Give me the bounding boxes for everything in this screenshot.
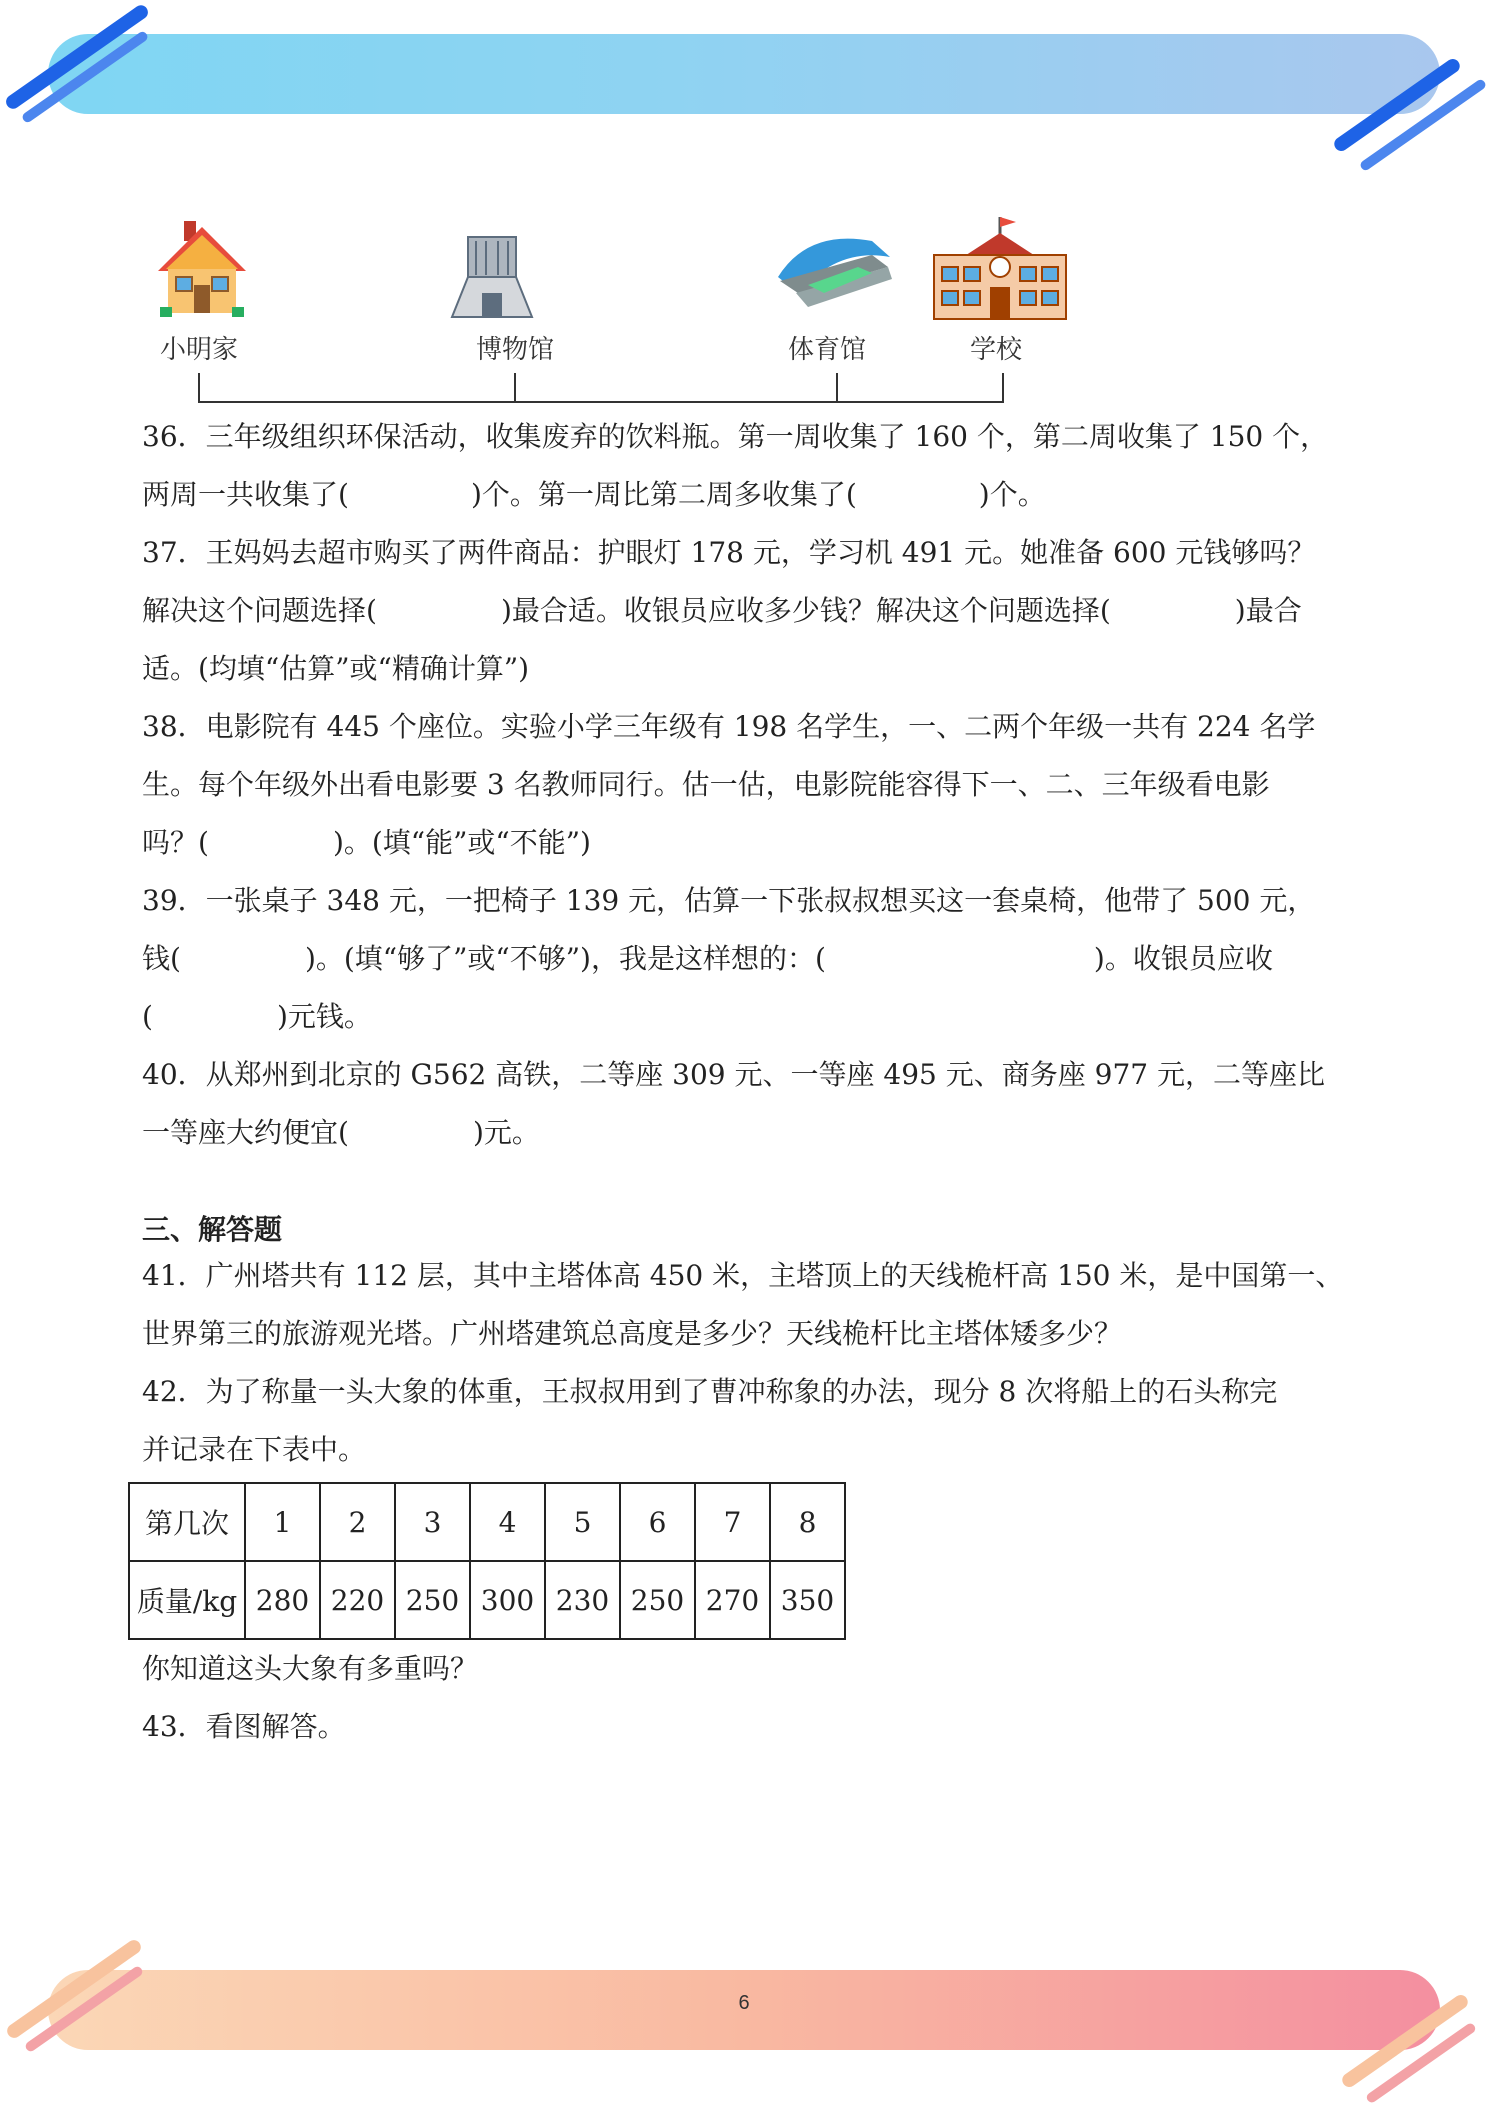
fill-in-questions — [142, 408, 1347, 1162]
q42-line2: 并记录在下表中。 — [142, 1433, 367, 1466]
q40-line2: 一等座大约便宜( )元。 — [142, 1116, 540, 1149]
table-cell: 250 — [620, 1561, 695, 1639]
q42-q43-text — [142, 1640, 1347, 1756]
table-cell: 6 — [620, 1483, 695, 1561]
table-cell: 300 — [470, 1561, 545, 1639]
map-diagram — [150, 215, 1090, 405]
q40-line1: 40．从郑州到北京的 G562 高铁，二等座 309 元、一等座 495 元、商务座 977 元，二等座比 — [142, 1058, 1325, 1091]
q39-line2: 钱( )。(填“够了”或“不够”)，我是这样想的：( )。收银员应收 — [142, 942, 1273, 975]
q38-line2: 生。每个年级外出看电影要 3 名教师同行。估一估，电影院能容得下一、二、三年级看电影 — [142, 768, 1270, 801]
header-band — [48, 34, 1440, 114]
table-cell: 3 — [395, 1483, 470, 1561]
route-tick — [198, 373, 200, 403]
school-icon — [930, 215, 1070, 325]
q36-line2: 两周一共收集了( )个。第一周比第二周多收集了( )个。 — [142, 478, 1046, 511]
table-header-times: 第几次 — [129, 1483, 245, 1561]
q42-line1: 42．为了称量一头大象的体重，王叔叔用到了曹冲称象的办法，现分 8 次将船上的石头称完 — [142, 1375, 1278, 1408]
q41-line1: 41．广州塔共有 112 层，其中主塔体高 450 米，主塔顶上的天线桅杆高 150 米，是中国第一、 — [142, 1259, 1344, 1292]
q37-line2: 解决这个问题选择( )最合适。收银员应收多少钱？解决这个问题选择( )最合 — [142, 594, 1302, 627]
table-row — [129, 1561, 845, 1639]
section-title: 三、解答题 — [142, 1213, 283, 1246]
table-cell: 350 — [770, 1561, 845, 1639]
route-line — [198, 401, 1004, 403]
route-tick — [836, 373, 838, 403]
table-cell: 1 — [245, 1483, 320, 1561]
q39-line3: ( )元钱。 — [142, 1000, 372, 1033]
q41-q42-text — [142, 1247, 1347, 1479]
q38-line3: 吗？( )。(填“能”或“不能”) — [142, 826, 591, 859]
table-cell: 5 — [545, 1483, 620, 1561]
table-cell: 8 — [770, 1483, 845, 1561]
table-row — [129, 1483, 845, 1561]
page-number: 6 — [738, 1992, 750, 2014]
table-header-mass: 质量/kg — [129, 1561, 245, 1639]
q38-line1: 38．电影院有 445 个座位。实验小学三年级有 198 名学生，一、二两个年级一共有 224 名学 — [142, 710, 1316, 743]
place-label-stadium: 体育馆 — [788, 335, 867, 365]
table-cell: 250 — [395, 1561, 470, 1639]
q43-line1: 43．看图解答。 — [142, 1710, 346, 1743]
stadium-icon — [768, 227, 898, 319]
table-cell: 7 — [695, 1483, 770, 1561]
museum-icon — [442, 233, 542, 323]
house-icon — [154, 219, 250, 319]
q42-question: 你知道这头大象有多重吗？ — [142, 1652, 479, 1685]
place-label-museum: 博物馆 — [476, 335, 555, 365]
place-label-school: 学校 — [970, 335, 1023, 365]
table-cell: 220 — [320, 1561, 395, 1639]
place-label-home: 小明家 — [160, 335, 239, 365]
table-cell: 4 — [470, 1483, 545, 1561]
table-cell: 2 — [320, 1483, 395, 1561]
q39-line1: 39．一张桌子 348 元，一把椅子 139 元，估算一下张叔叔想买这一套桌椅，他带了 500 元， — [142, 884, 1316, 917]
q36-line1: 36．三年级组织环保活动，收集废弃的饮料瓶。第一周收集了 160 个，第二周收集了 150 个， — [142, 420, 1329, 453]
route-tick — [514, 373, 516, 403]
table-cell: 270 — [695, 1561, 770, 1639]
table-cell: 280 — [245, 1561, 320, 1639]
q37-line1: 37．王妈妈去超市购买了两件商品：护眼灯 178 元，学习机 491 元。她准备 600 元钱够吗？ — [142, 536, 1316, 569]
table-cell: 230 — [545, 1561, 620, 1639]
q41-line2: 世界第三的旅游观光塔。广州塔建筑总高度是多少？天线桅杆比主塔体矮多少？ — [142, 1317, 1123, 1350]
stone-weight-table — [128, 1482, 846, 1640]
route-tick — [1002, 373, 1004, 403]
q37-line3: 适。(均填“估算”或“精确计算”) — [142, 652, 530, 685]
